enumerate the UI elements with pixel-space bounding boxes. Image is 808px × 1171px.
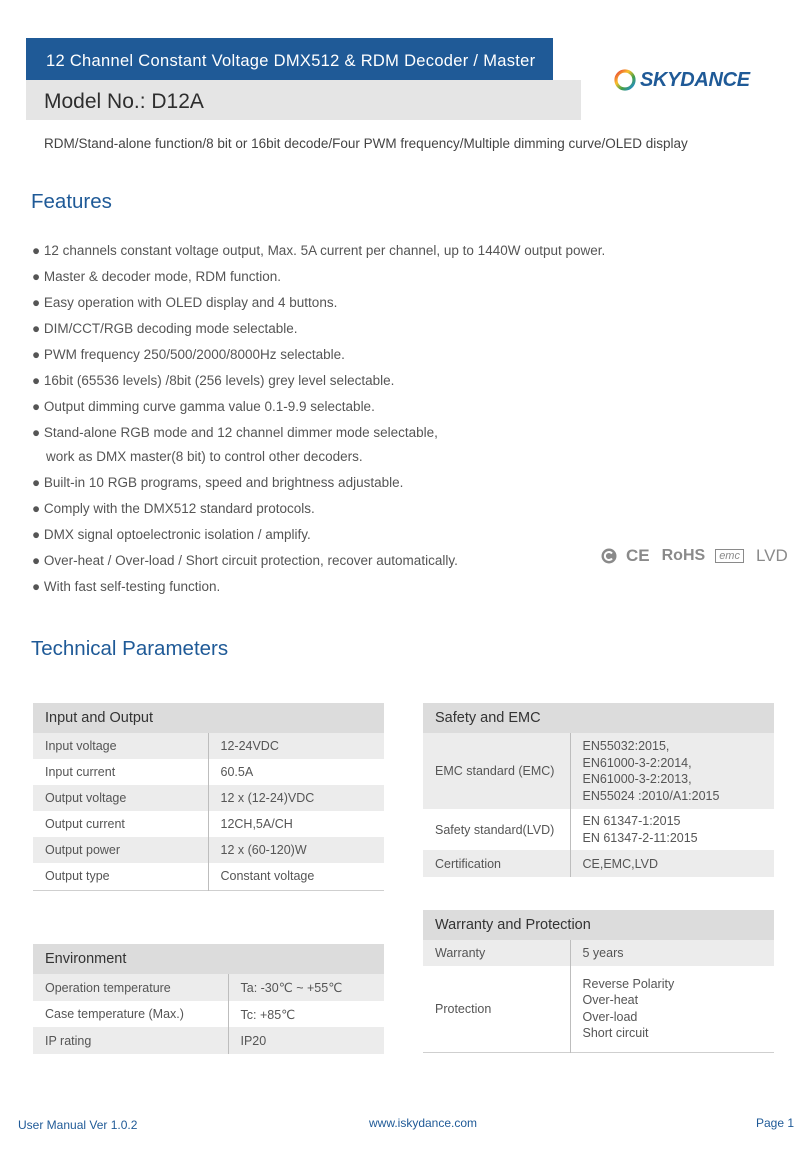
safety-emc-table [423, 703, 774, 877]
table-row: Warranty 5 years [423, 940, 774, 966]
table-row: Input voltage 12-24VDC [33, 733, 384, 759]
table-row: Input current 60.5A [33, 759, 384, 785]
warranty-protection-header: Warranty and Protection [423, 910, 774, 940]
rohs-mark: RoHS [661, 547, 706, 564]
brand-logo [613, 66, 750, 94]
table-row: Certification CE,EMC,LVD [423, 850, 774, 877]
lvd-mark: LVD [755, 546, 788, 565]
subtitle: RDM/Stand-alone function/8 bit or 16bit decode/Four PWM frequency/Multiple dimming curve/OLED display [44, 136, 688, 151]
logo-text: SKYDANCE [640, 68, 750, 91]
safety-emc-header: Safety and EMC [423, 703, 774, 733]
feature-item: ● DMX signal optoelectronic isolation / amplify. [32, 527, 311, 542]
feature-item: ● Stand-alone RGB mode and 12 channel dimmer mode selectable, [32, 425, 438, 440]
certification-circle-icon [600, 547, 618, 565]
warranty-protection-table [423, 910, 774, 1053]
certification-marks [600, 546, 788, 566]
table-row: Case temperature (Max.) Tc: +85℃ [33, 1001, 384, 1027]
environment-header: Environment [33, 944, 384, 974]
table-row: Safety standard(LVD) EN 61347-1:2015 EN 61347-2-11:2015 [423, 809, 774, 850]
feature-item: ● 12 channels constant voltage output, Max. 5A current per channel, up to 1440W output power. [32, 243, 606, 258]
table-row: EMC standard (EMC) EN55032:2015, EN61000-3-2:2014, EN61000-3-2:2013, EN55024 :2010/A1:2015 [423, 733, 774, 809]
ring-logo-icon [613, 68, 637, 92]
footer-website[interactable]: www.iskydance.com [369, 1116, 478, 1130]
feature-item: ● PWM frequency 250/500/2000/8000Hz selectable. [32, 347, 345, 362]
feature-item: ● Master & decoder mode, RDM function. [32, 269, 282, 284]
environment-table [33, 944, 384, 1054]
tech-heading: Technical Parameters [31, 637, 229, 660]
feature-item: ● Output dimming curve gamma value 0.1-9.9 selectable. [32, 399, 375, 414]
features-heading: Features [31, 190, 112, 213]
table-row: Protection Reverse Polarity Over-heat Over-load Short circuit [423, 966, 774, 1052]
table-row: Output current 12CH,5A/CH [33, 811, 384, 837]
feature-item: ● Easy operation with OLED display and 4 buttons. [32, 295, 338, 310]
feature-item: ● With fast self-testing function. [32, 579, 221, 594]
feature-item: ● Comply with the DMX512 standard protocols. [32, 501, 315, 516]
footer-page-number: Page 1 [756, 1116, 795, 1130]
table-row: Operation temperature Ta: -30℃ ~ +55℃ [33, 974, 384, 1001]
input-output-table [33, 703, 384, 891]
table-row: Output power 12 x (60-120)W [33, 837, 384, 863]
footer-version: User Manual Ver 1.0.2 [18, 1118, 138, 1132]
feature-item-continuation: work as DMX master(8 bit) to control other decoders. [46, 449, 363, 464]
ce-mark: CE [626, 546, 650, 565]
table-row: Output voltage 12 x (12-24)VDC [33, 785, 384, 811]
model-number: Model No.: D12A [26, 80, 581, 120]
feature-item: ● 16bit (65536 levels) /8bit (256 levels) grey level selectable. [32, 373, 395, 388]
feature-item: ● Over-heat / Over-load / Short circuit protection, recover automatically. [32, 553, 458, 568]
feature-item: ● DIM/CCT/RGB decoding mode selectable. [32, 321, 298, 336]
feature-item: ● Built-in 10 RGB programs, speed and brightness adjustable. [32, 475, 404, 490]
table-row: IP rating IP20 [33, 1027, 384, 1054]
table-row: Output type Constant voltage [33, 863, 384, 890]
emc-mark: emc [715, 549, 744, 563]
input-output-header: Input and Output [33, 703, 384, 733]
product-title: 12 Channel Constant Voltage DMX512 & RDM Decoder / Master [26, 38, 553, 80]
